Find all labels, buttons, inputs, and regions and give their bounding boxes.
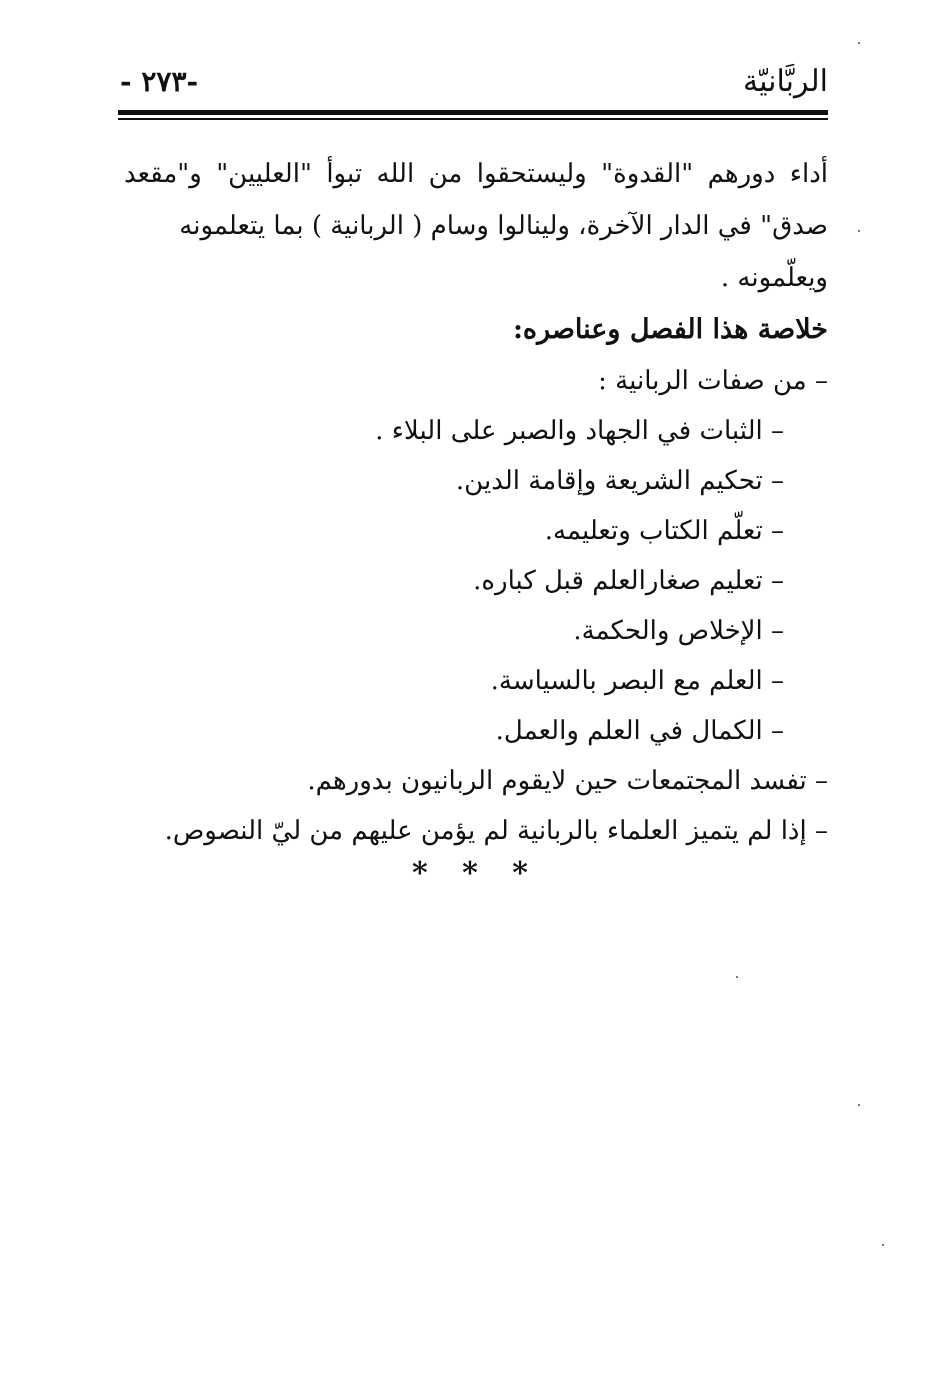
trait-item: – تعليم صغارالعلم قبل كباره.: [473, 566, 784, 596]
paragraph-line: أداء دورهم "القدوة" وليستحقوا من الله تبوأ "العليين" و"مقعد: [124, 159, 828, 189]
page-body: [124, 148, 828, 856]
trait-item: – الكمال في العلم والعمل.: [495, 716, 784, 746]
page-number: -٢٧٣ -: [120, 65, 199, 98]
trait-item: – العلم مع البصر بالسياسة.: [490, 666, 784, 696]
body-paragraph: [124, 148, 828, 304]
running-header: [120, 62, 828, 106]
header-rule-thin: [118, 118, 828, 120]
summary-point: – إذا لم يتميز العلماء بالربانية لم يؤمن عليهم من ليّ النصوص.: [164, 816, 828, 846]
scan-speck: [858, 1104, 860, 1106]
trait-item: – تحكيم الشريعة وإقامة الدين.: [455, 466, 784, 496]
section-heading: خلاصة هذا الفصل وعناصره:: [512, 314, 828, 345]
section-separator: * * *: [412, 856, 540, 891]
trait-item: – الإخلاص والحكمة.: [573, 616, 784, 646]
scan-speck: [858, 230, 860, 232]
scan-speck: [858, 42, 860, 44]
paragraph-line: ويعلّمونه .: [720, 263, 828, 293]
header-rule-thick: [118, 110, 828, 115]
paragraph-line: صدق" في الدار الآخرة، ولينالوا وسام ( الربانية ) بما يتعلمونه: [179, 211, 828, 241]
scan-speck: [882, 1244, 884, 1246]
summary-intro: – من صفات الربانية :: [598, 366, 828, 396]
trait-item: – تعلّم الكتاب وتعليمه.: [544, 516, 784, 546]
scan-speck: [736, 976, 738, 978]
running-title: الربَّانيّة: [742, 64, 828, 99]
trait-item: – الثبات في الجهاد والصبر على البلاء .: [375, 416, 784, 446]
summary-point: – تفسد المجتمعات حين لايقوم الربانيون بدورهم.: [307, 766, 828, 796]
